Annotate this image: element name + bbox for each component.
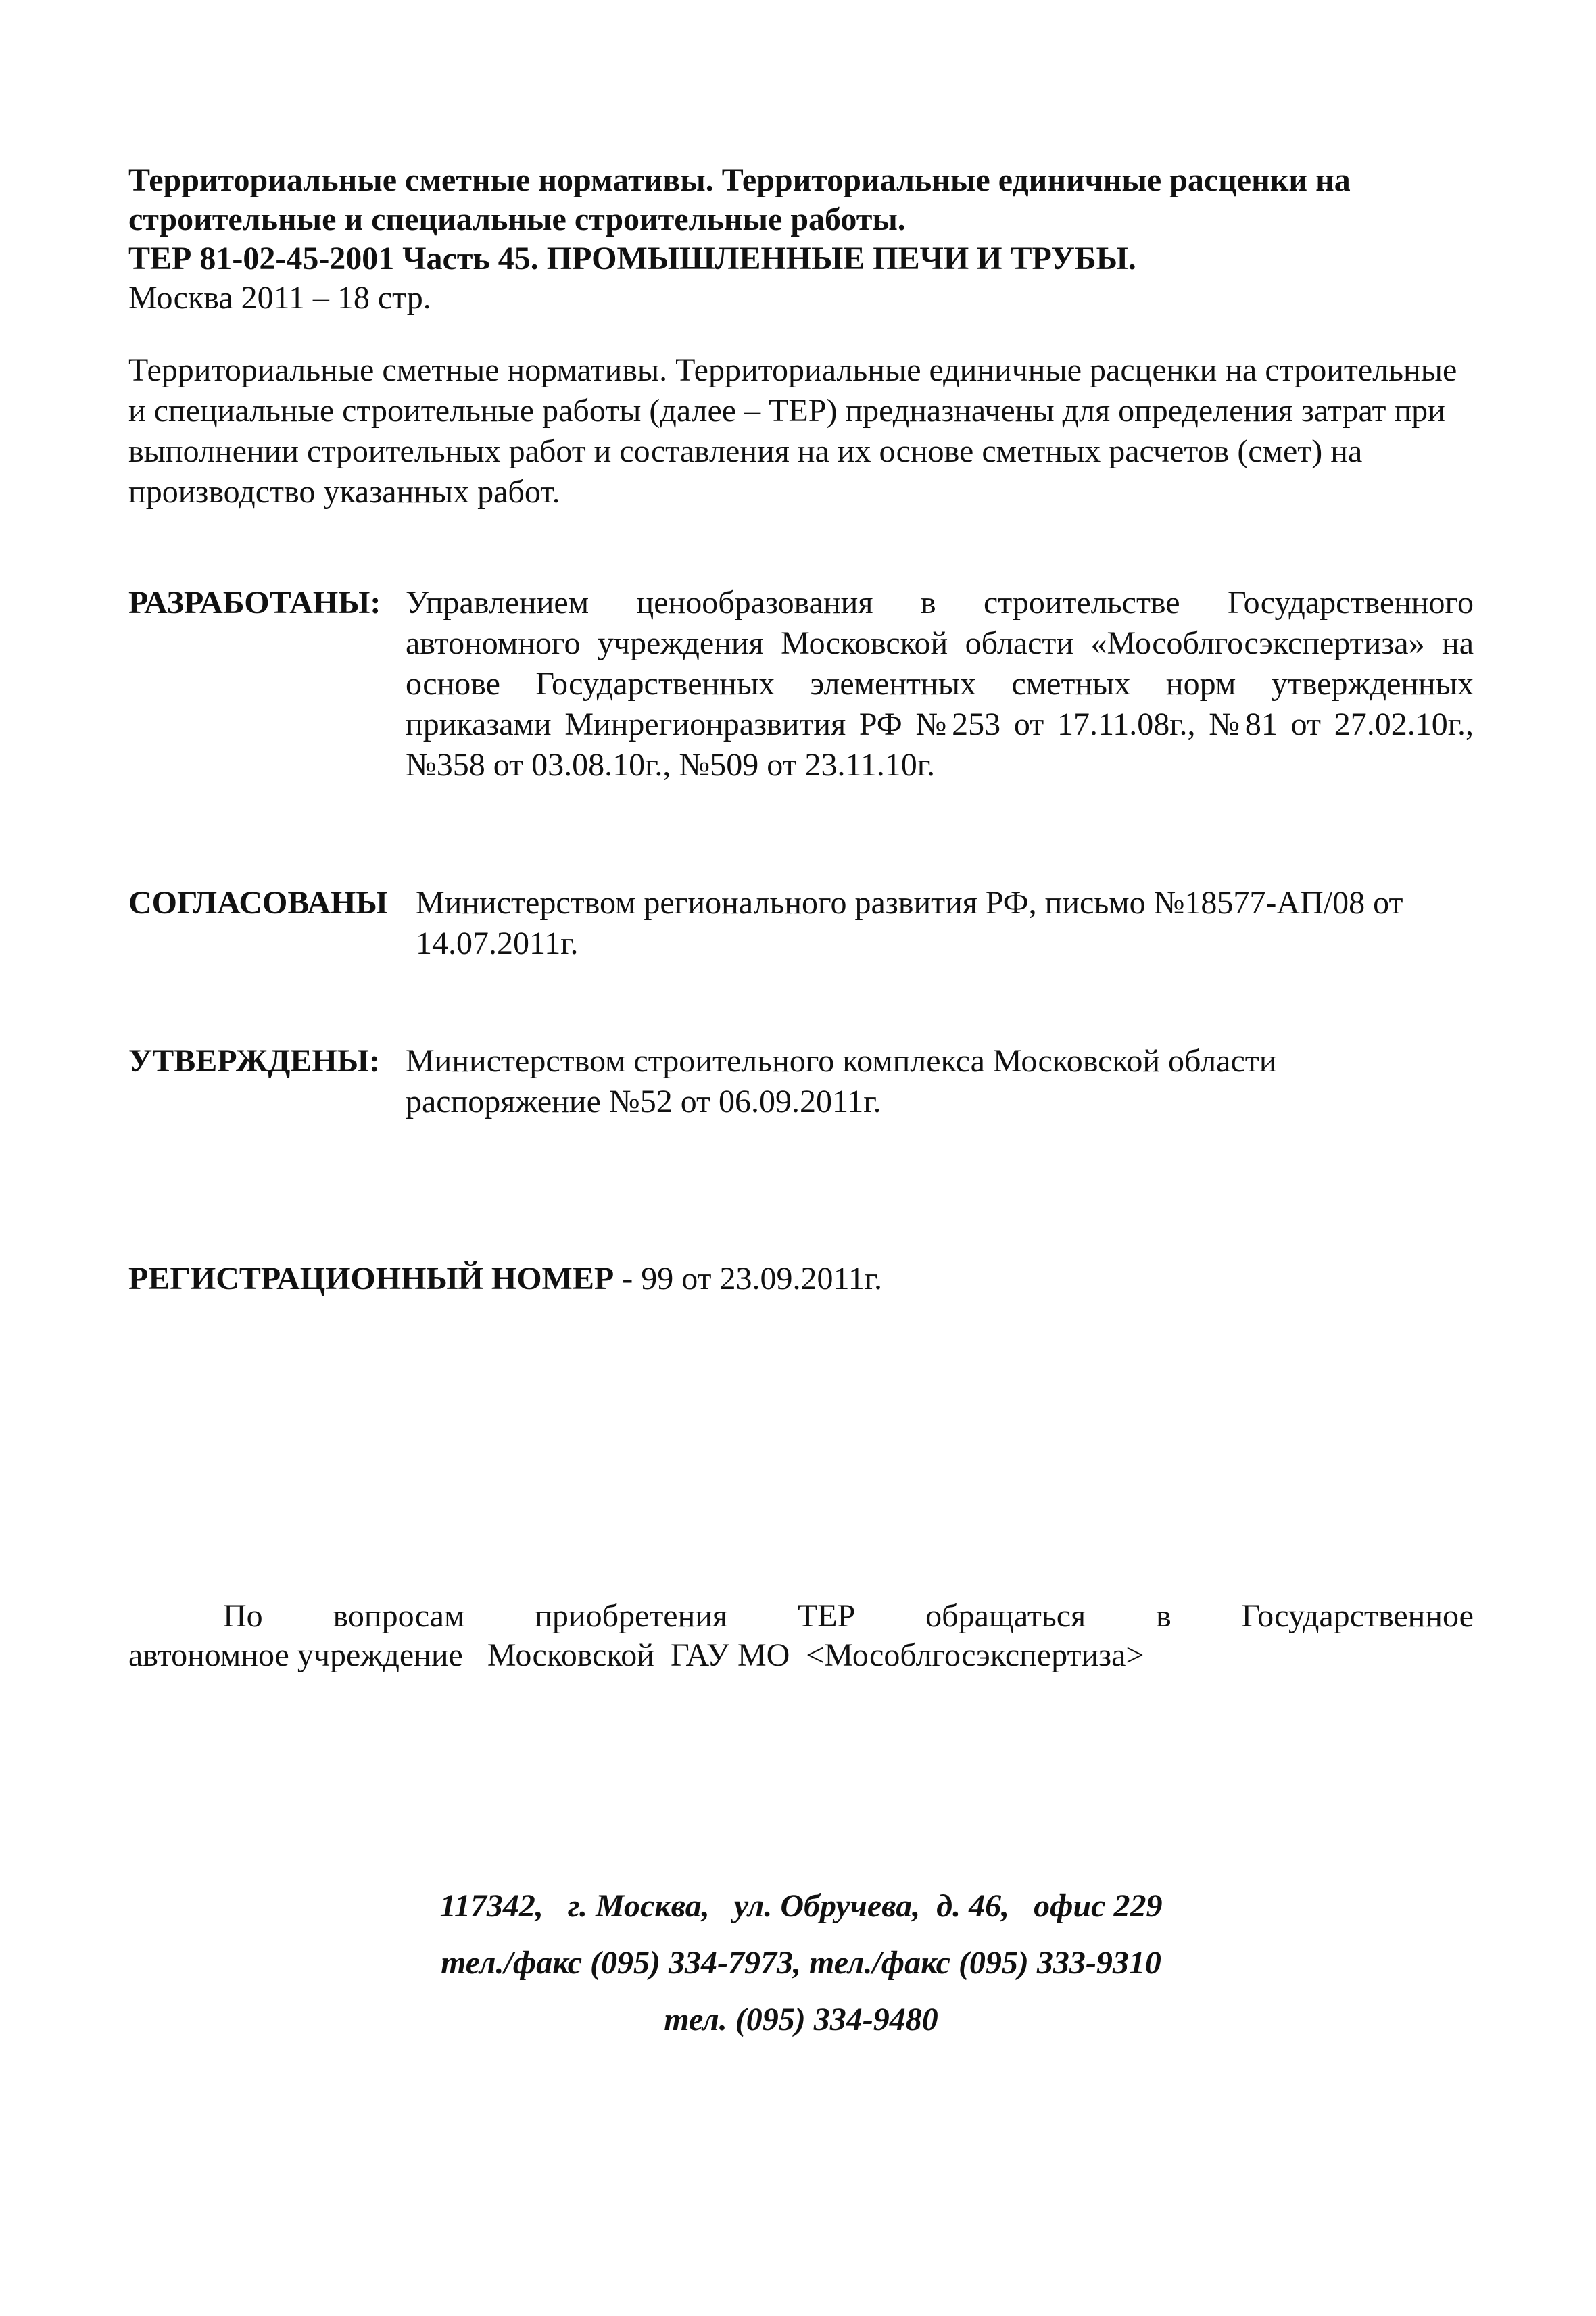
developed-label: РАЗРАБОТАНЫ: <box>128 585 381 621</box>
intro-paragraph: Территориальные сметные нормативы. Территориальные единичные расценки на строительные и специальные строительные работы (далее – ТЕР) предназначены для определения затрат при выполнении строительных работ и составления на их основе сметных расчетов (смет) на производство указанных работ. <box>128 352 1457 510</box>
contact-paragraph <box>128 1597 1474 1675</box>
header-title-line-2: строительные и специальные строительные работы. <box>128 201 906 237</box>
registration-label: РЕГИСТРАЦИОННЫЙ НОМЕР <box>128 1261 614 1297</box>
agreed-label: СОГЛАСОВАНЫ <box>128 885 388 921</box>
contact-word: в <box>1156 1598 1171 1634</box>
header-title-line-3: ТЕР 81-02-45-2001 Часть 45. ПРОМЫШЛЕННЫЕ ПЕЧИ И ТРУБЫ. <box>128 241 1136 276</box>
header-publication-info: Москва 2011 – 18 стр. <box>128 280 431 316</box>
contact-word: вопросам <box>333 1598 465 1634</box>
contact-word: По <box>223 1598 263 1634</box>
approved-text: Министерством строительного комплекса Московской области распоряжение №52 от 06.09.2011г. <box>406 1043 1277 1119</box>
header-title-line-1: Территориальные сметные нормативы. Территориальные единичные расценки на <box>128 162 1351 198</box>
contact-line-2: автономное учреждение Московской ГАУ МО <Мособлгосэкспертиза> <box>128 1637 1144 1673</box>
registration-section <box>128 1259 1480 1306</box>
contact-word: обращаться <box>925 1598 1086 1634</box>
approved-section <box>128 1041 1480 1129</box>
developed-section <box>128 583 1480 799</box>
phone-line: тел. (095) 334-9480 <box>664 2002 938 2037</box>
document-header <box>128 161 1480 318</box>
agreed-section <box>128 883 1480 971</box>
address-block <box>128 1878 1474 2048</box>
contact-word: приобретения <box>535 1598 728 1634</box>
contact-line-1 <box>128 1597 1474 1636</box>
phone-fax-line: тел./факс (095) 334-7973, тел./факс (095) 333-9310 <box>441 1945 1161 1981</box>
contact-word: Государственное <box>1241 1598 1474 1634</box>
registration-text: - 99 от 23.09.2011г. <box>614 1261 883 1297</box>
address-line: 117342, г. Москва, ул. Обручева, д. 46, офис 229 <box>439 1888 1163 1924</box>
developed-text: Управлением ценообразования в строительстве Государственного автономного учреждения Московской области «Мособлгосэкспертиза» на основе Государственных элементных сметных норм утвержденных приказами Минрегионразвития РФ №253 от 17.11.08г., №81 от 27.02.10г., №358 от 03.08.10г., №509 от 23.11.10г. <box>406 585 1474 783</box>
contact-word: ТЕР <box>797 1598 856 1634</box>
approved-label: УТВЕРЖДЕНЫ: <box>128 1043 380 1079</box>
agreed-text: Министерством регионального развития РФ, письмо №18577-АП/08 от 14.07.2011г. <box>416 885 1403 961</box>
